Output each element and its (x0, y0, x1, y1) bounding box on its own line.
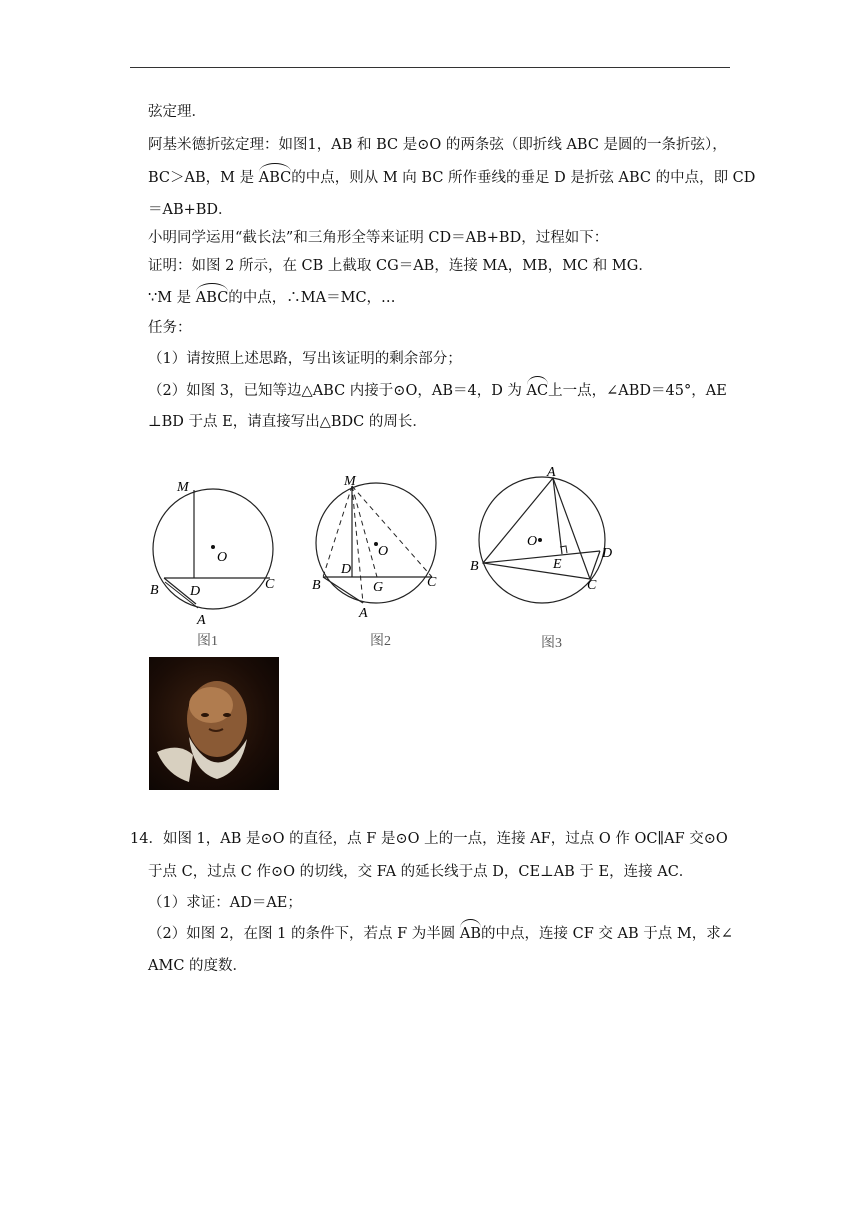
fig1-label-c: C (265, 577, 275, 592)
fig2-label-c: C (427, 575, 437, 590)
text-line-10 (148, 381, 727, 401)
fig3-label-e: E (553, 557, 562, 572)
q14-line-4 (148, 924, 733, 944)
q14-line-3: （1）求证：AD＝AE； (148, 895, 302, 911)
fig3-label-c: C (587, 578, 597, 593)
fig1-caption: 图1 (197, 634, 218, 649)
text-segment: 的中点，连接 CF 交 AB 于点 M，求∠ (481, 926, 733, 942)
fig3-caption: 图3 (541, 636, 562, 651)
figure-2 (312, 474, 437, 649)
fig1-center-dot (211, 545, 215, 549)
text-line-1: 弦定理． (148, 104, 206, 120)
text-line-3 (148, 168, 755, 188)
q14-line-2: 于点 C，过点 C 作⊙O 的切线，交 FA 的延长线于点 D，CE⊥AB 于 E，连接 AC． (148, 864, 694, 880)
fig1-label-d: D (190, 584, 201, 599)
fig2-label-o: O (378, 544, 389, 559)
figure-1 (150, 480, 275, 649)
text-line-8: 任务： (148, 320, 192, 336)
text-line-2: 阿基米德折弦定理：如图1，AB 和 BC 是⊙O 的两条弦（即折线 ABC 是圆的一条折弦）， (148, 137, 727, 153)
text-line-6: 证明：如图 2 所示，在 CB 上截取 CG＝AB，连接 MA，MB，MC 和 MG． (148, 258, 653, 274)
fig3-center-dot (538, 538, 542, 542)
text-line-4: ＝AB+BD． (148, 202, 233, 218)
text-segment: 的中点，则从 M 向 BC 所作垂线的垂足 D 是折弦 ABC 的中点，即 CD (291, 170, 756, 186)
text-segment: 的中点，∴MA＝MC，… (228, 290, 396, 306)
fig3-label-b: B (470, 559, 479, 574)
arc-ab: AB (459, 926, 482, 942)
text-line-7 (148, 288, 396, 308)
text-segment: 如图 1，AB 是⊙O 的直径，点 F 是⊙O 上的一点，连接 AF，过点 O 作 OC∥AF 交⊙O (162, 831, 728, 847)
text-line-5: 小明同学运用“截长法”和三角形全等来证明 CD＝AB+BD，过程如下： (148, 230, 609, 246)
question-number: 14． (130, 831, 163, 847)
text-segment: ∵M 是 (148, 290, 196, 306)
fig1-label-a: A (197, 613, 206, 628)
q14-line-1 (130, 829, 728, 849)
fig1-label-o: O (217, 550, 228, 565)
fig3-label-d: D (602, 546, 613, 561)
fig3-label-a: A (547, 465, 556, 480)
fig2-ab-chord (323, 577, 363, 603)
text-segment: （2）如图 2，在图 1 的条件下，若点 F 为半圆 (148, 926, 460, 942)
text-line-9: （1）请按照上述思路，写出该证明的剩余部分； (148, 351, 462, 367)
figure-3 (470, 465, 612, 651)
fig2-label-b: B (312, 578, 321, 593)
header-rule (130, 67, 730, 68)
arc-abc: ABC (195, 290, 229, 306)
fig2-label-g: G (373, 580, 384, 595)
fig1-label-b: B (150, 583, 159, 598)
arc-ac: AC (526, 383, 549, 399)
text-segment: （2）如图 3，已知等边△ABC 内接于⊙O，AB＝4，D 为 (148, 383, 527, 399)
arc-abc: ABC (258, 170, 292, 186)
text-line-11: ⊥BD 于点 E，请直接写出△BDC 的周长． (148, 414, 427, 430)
text-segment: BC＞AB，M 是 (148, 170, 259, 186)
fig2-label-a: A (359, 606, 368, 621)
fig3-label-o: O (527, 534, 538, 549)
portrait-drawing (149, 657, 279, 790)
fig2-label-m: M (344, 474, 356, 489)
fig2-ma-line (352, 486, 363, 603)
figures (130, 455, 630, 655)
fig2-label-d: D (341, 562, 352, 577)
fig1-label-m: M (177, 480, 189, 495)
q14-line-5: AMC 的度数． (148, 958, 248, 974)
text-segment: 上一点，∠ABD＝45°，AE (548, 383, 727, 399)
fig2-caption: 图2 (370, 634, 391, 649)
portrait-image (149, 657, 279, 790)
